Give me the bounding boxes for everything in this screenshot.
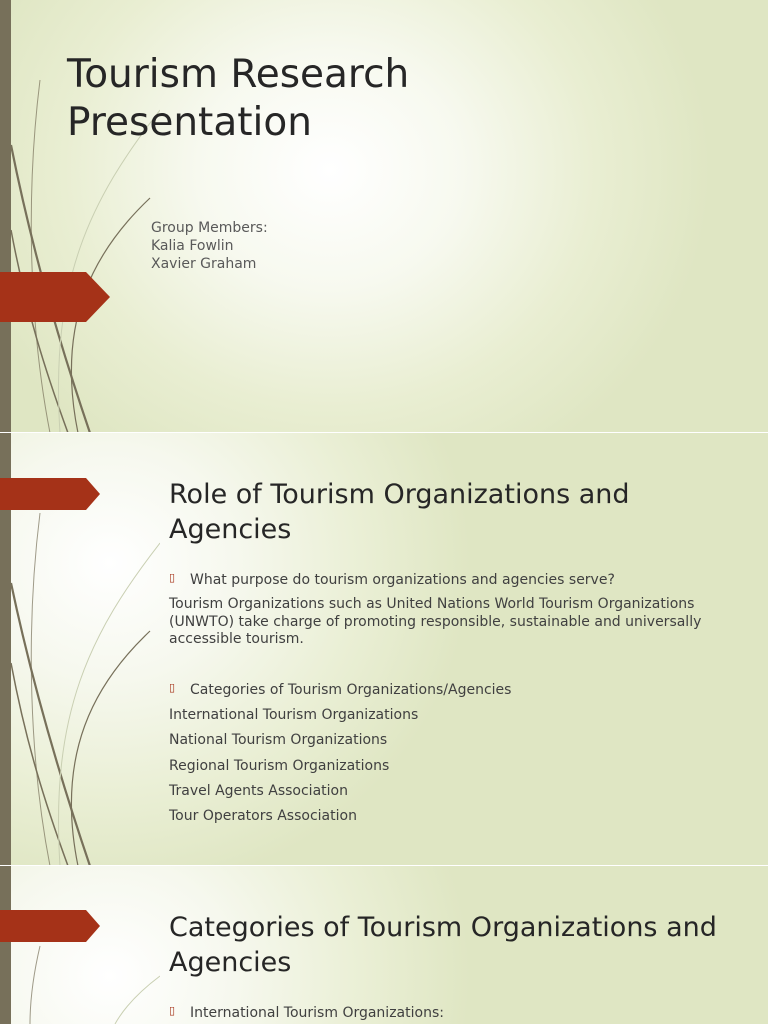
- accent-tab: [0, 910, 100, 942]
- list-item: Tour Operators Association: [169, 808, 357, 824]
- bullet-text: What purpose do tourism organizations and agencies serve?: [190, 572, 615, 588]
- bullet-icon: ▯: [169, 681, 176, 694]
- decorative-curves: [0, 866, 160, 1024]
- list-item: National Tourism Organizations: [169, 732, 388, 748]
- body-paragraph: Tourism Organizations such as United Nations World Tourism Organizations (UNWTO) take charge of promoting responsible, sustainable and universally accessible tourism.: [169, 596, 702, 647]
- bullet-text: International Tourism Organizations:: [190, 1005, 444, 1021]
- member-name: Kalia Fowlin: [151, 238, 234, 254]
- bullet-text: Categories of Tourism Organizations/Agencies: [190, 682, 512, 698]
- accent-tab: [0, 478, 100, 510]
- presentation-title: Tourism Research Presentation: [67, 52, 410, 145]
- slide-divider: [0, 865, 768, 866]
- list-item: Travel Agents Association: [169, 783, 348, 799]
- group-members: [151, 219, 268, 273]
- slide-title: Categories of Tourism Organizations and Agencies: [169, 912, 717, 978]
- list-item: Regional Tourism Organizations: [169, 758, 390, 774]
- slide-title: Role of Tourism Organizations and Agencies: [169, 479, 630, 545]
- members-label: Group Members:: [151, 220, 268, 236]
- bullet-item: [169, 681, 511, 699]
- member-name: Xavier Graham: [151, 256, 257, 272]
- bullet-item: [169, 1004, 444, 1022]
- bullet-item: [169, 571, 615, 589]
- slide-divider: [0, 432, 768, 433]
- bullet-icon: ▯: [169, 571, 176, 584]
- bullet-icon: ▯: [169, 1004, 176, 1017]
- slide-1: [0, 0, 768, 433]
- list-item: International Tourism Organizations: [169, 707, 419, 723]
